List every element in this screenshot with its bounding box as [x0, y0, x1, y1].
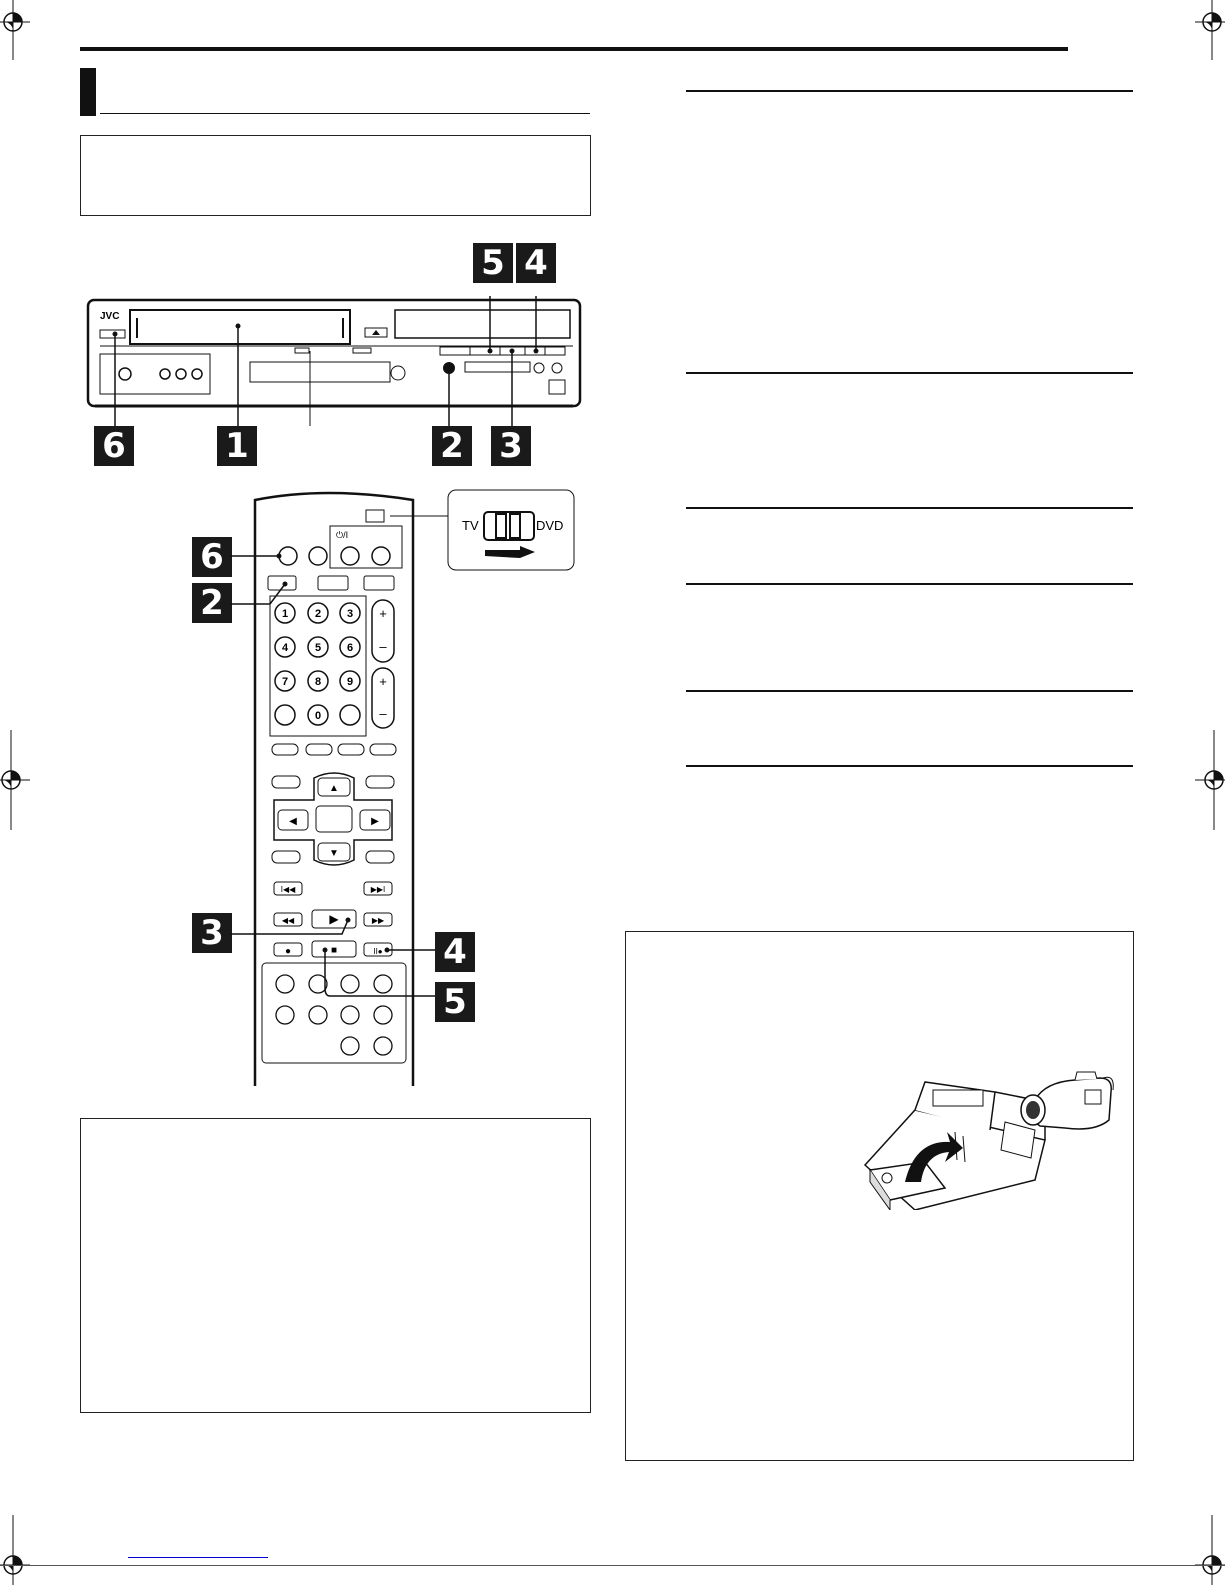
section-heading-rule [100, 113, 590, 114]
nav-down: ▼ [329, 848, 339, 859]
intro-box [80, 135, 591, 216]
step-badge-5: 5 [473, 243, 513, 283]
notes-box-left [80, 1118, 591, 1413]
nav-right: ▶ [371, 816, 379, 827]
numpad-3: 3 [346, 608, 354, 620]
numpad-4: 4 [281, 642, 289, 654]
crop-mark-top-left [0, 0, 30, 60]
top-rule [80, 47, 1068, 51]
step-badge-1: 1 [217, 426, 257, 466]
numpad-2: 2 [314, 608, 322, 620]
switch-label-dvd: DVD [536, 518, 564, 533]
numpad-0: 0 [314, 710, 322, 722]
btn-rec: ● [284, 946, 292, 957]
rocker-minus-1: – [379, 639, 387, 654]
btn-rew: ◀◀ [281, 916, 295, 925]
numpad-5: 5 [314, 642, 322, 654]
crop-mark-bottom-left [0, 1515, 30, 1585]
remote-step-badge-6: 6 [192, 537, 232, 577]
nav-left: ◀ [289, 816, 297, 827]
btn-pause: II● [373, 947, 383, 956]
remote-step-badge-5: 5 [435, 982, 475, 1022]
cassette-adapter-and-camcorder-illustration [855, 1070, 1115, 1210]
rocker-plus-1: + [379, 606, 387, 621]
crop-mark-top-right [1195, 0, 1225, 60]
switch-label-tv: TV [462, 518, 479, 533]
right-rule-6 [686, 765, 1133, 767]
brand-logo: JVC [100, 311, 120, 322]
remote-step-badge-3: 3 [192, 913, 232, 953]
bottom-rule [0, 1565, 1225, 1566]
step-badge-4: 4 [516, 243, 556, 283]
numpad-9: 9 [346, 676, 354, 688]
remote-step-badge-2: 2 [192, 583, 232, 623]
rocker-plus-2: + [379, 674, 387, 689]
rocker-minus-2: – [379, 706, 387, 721]
numpad-6: 6 [346, 642, 354, 654]
right-rule-3 [686, 507, 1133, 509]
numpad-8: 8 [314, 676, 322, 688]
btn-ff: ▶▶ [371, 916, 385, 925]
right-rule-5 [686, 690, 1133, 692]
remote-step-badge-4: 4 [435, 932, 475, 972]
step-badge-2: 2 [432, 426, 472, 466]
right-rule-2 [686, 372, 1133, 374]
step-badge-3: 3 [491, 426, 531, 466]
dvd-vcr-front-panel-illustration [85, 296, 585, 431]
right-rule-4 [686, 583, 1133, 585]
crop-mark-bottom-right [1195, 1515, 1225, 1585]
crop-mark-mid-right [1195, 730, 1225, 830]
step-badge-6: 6 [94, 426, 134, 466]
numpad-7: 7 [281, 676, 289, 688]
nav-up: ▲ [329, 783, 339, 794]
power-symbol: ⏻/I [336, 530, 349, 540]
numpad-1: 1 [281, 608, 289, 620]
btn-stop: ■ [330, 945, 338, 956]
btn-prev: I◀◀ [280, 885, 296, 894]
crop-mark-mid-left [0, 730, 30, 830]
btn-next: ▶▶I [370, 885, 386, 894]
bottom-link-underline [128, 1557, 268, 1558]
right-rule-1 [686, 90, 1133, 92]
btn-play: ▶ [329, 912, 339, 926]
remote-control-illustration [230, 488, 580, 1088]
section-marker [80, 68, 96, 116]
